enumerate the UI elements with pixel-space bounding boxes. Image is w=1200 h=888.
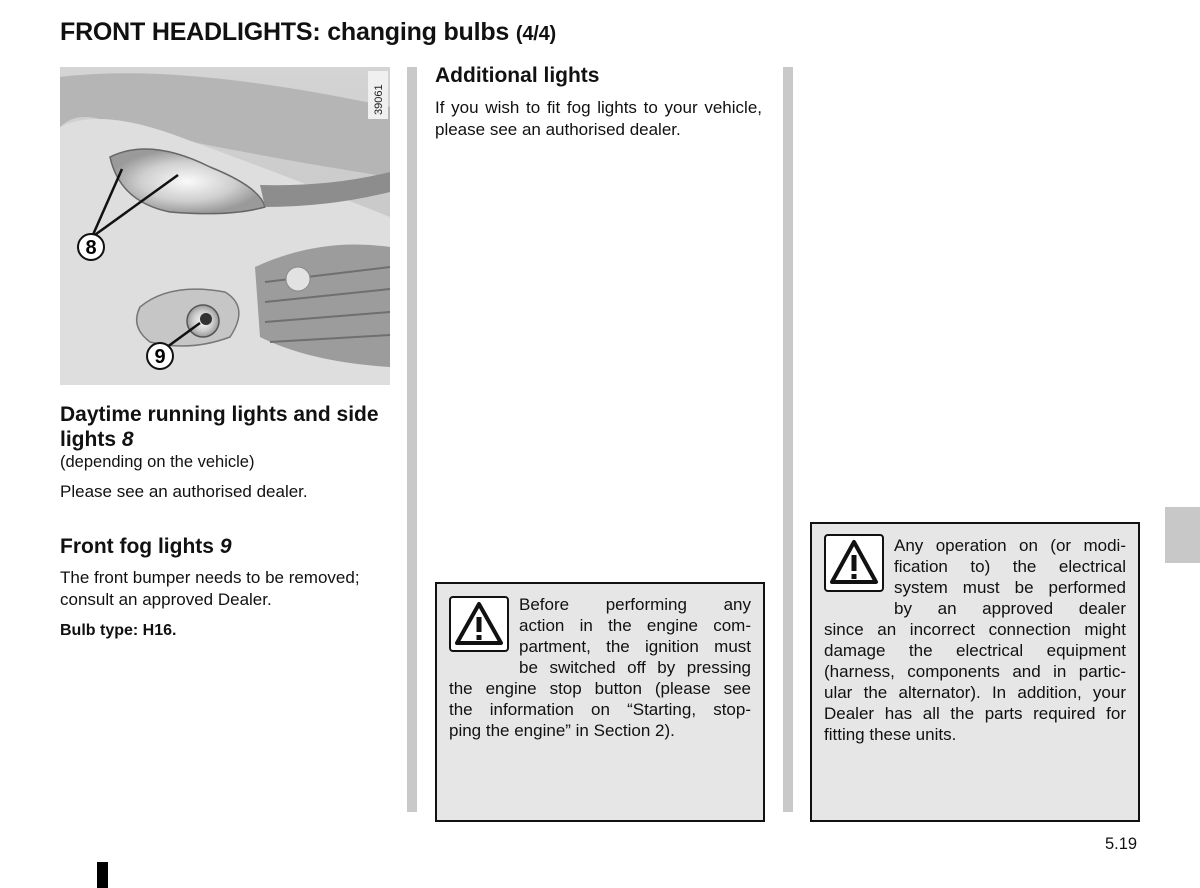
warning-electrical-rest: [824, 619, 1126, 745]
figure-ref-code: 39061: [373, 84, 385, 115]
warning-ignition-intro: [519, 594, 751, 678]
warning-ignition-line: partment, the ignition must: [519, 637, 751, 656]
warning-ignition-line: be switched off by pressing: [519, 658, 751, 677]
section-thumb-tab: [1165, 507, 1200, 563]
warning-electrical-line: fitting these units.: [824, 725, 957, 744]
page-number: 5.19: [1105, 835, 1138, 853]
callout-9-label: 9: [154, 346, 166, 368]
drl-text: Please see an authorised dealer.: [60, 482, 308, 501]
warning-electrical-line: Dealer has all the parts required for: [824, 704, 1126, 723]
page-title-suffix: (4/4): [515, 23, 557, 45]
fog-ref: 9: [219, 535, 232, 558]
warning-electrical-line: system must be performed: [894, 578, 1126, 597]
page-title: [60, 18, 556, 47]
warning-ignition-line: action in the engine com-: [519, 616, 751, 635]
warning-electrical-line: since an incorrect connection might: [824, 620, 1126, 639]
drl-title: Daytime running lights and side lights: [60, 403, 379, 451]
drl-condition: (depending on the vehicle): [60, 453, 255, 471]
warning-electrical-line: (harness, components and in partic-: [824, 662, 1126, 681]
warning-electrical-line: damage the electrical equipment: [824, 641, 1126, 660]
warning-triangle-icon: [824, 534, 884, 592]
warning-ignition-line: ping the engine” in Section 2).: [449, 721, 675, 740]
warning-ignition-line: the engine stop button (please see: [449, 679, 751, 698]
warning-ignition-line: Before performing any: [519, 595, 751, 614]
fog-text: The front bumper needs to be removed; consult an approved Dealer.: [60, 568, 360, 609]
warning-electrical-line: ular the alternator). In addition, your: [824, 683, 1126, 702]
warning-electrical-line: fication to) the electrical: [894, 557, 1126, 576]
column-divider-right: [783, 67, 793, 812]
fog-heading: [60, 534, 232, 559]
fog-title: Front fog lights: [60, 535, 214, 558]
additional-lights-title: Additional lights: [435, 64, 600, 87]
headlight-illustration: [60, 67, 390, 385]
warning-electrical-intro: [894, 535, 1126, 619]
drl-ref: 8: [121, 428, 134, 451]
bulb-type: Bulb type: H16.: [60, 622, 177, 639]
warning-electrical-line: Any operation on (or modi-: [894, 536, 1126, 555]
warning-ignition-rest: [449, 678, 751, 741]
column-divider-left: [407, 67, 417, 812]
warning-triangle-icon: [449, 596, 509, 652]
drl-heading: [60, 402, 400, 452]
callout-8-label: 8: [85, 237, 97, 259]
bottom-edge-mark: [97, 862, 108, 888]
warning-electrical-line: by an approved dealer: [894, 599, 1126, 618]
page-title-text: FRONT HEADLIGHTS: changing bulbs: [60, 18, 510, 46]
warning-box-electrical: [810, 522, 1140, 822]
warning-box-ignition: [435, 582, 765, 822]
warning-ignition-line: the information on “Starting, stop-: [449, 700, 751, 719]
additional-lights-text: If you wish to fit fog lights to your vehicle, please see an authorised dealer.: [435, 98, 762, 139]
